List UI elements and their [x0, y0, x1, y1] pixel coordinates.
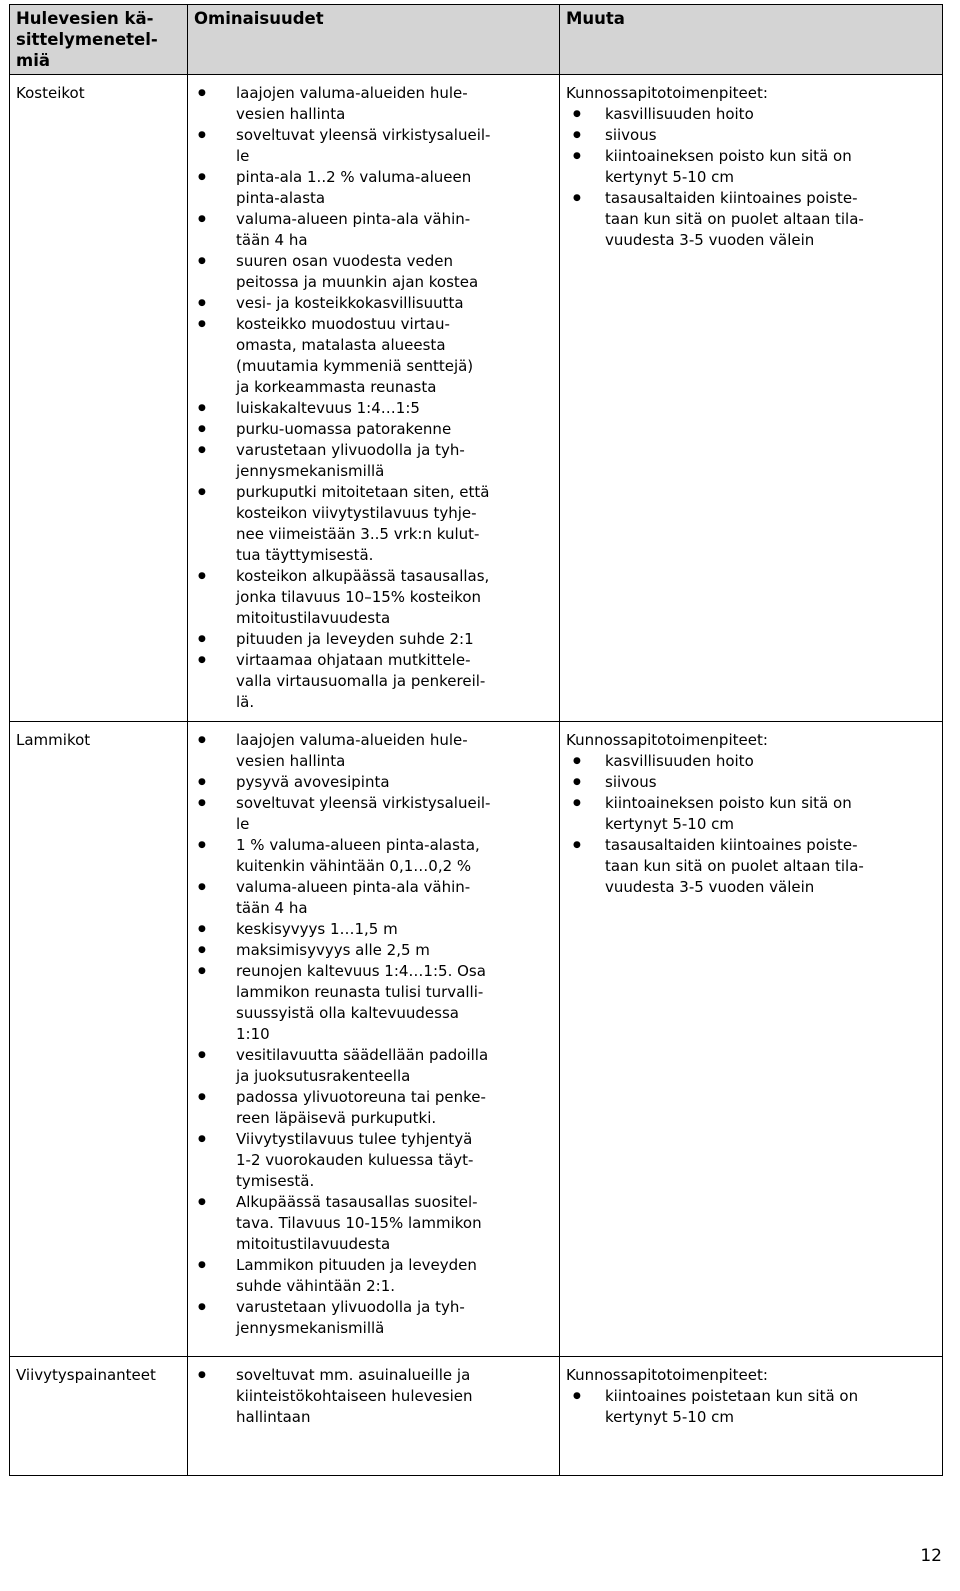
table-row [10, 1357, 943, 1476]
list-item: ● kasvillisuuden hoito [566, 751, 937, 772]
list-item: ● virtaamaa ohjataan mutkittele- valla virtausuomalla ja penkereil- lä. [194, 650, 554, 713]
method-name: Lammikot [10, 722, 188, 1357]
other-cell [560, 75, 943, 722]
list-item: ● soveltuvat yleensä virkistysalueil- le [194, 125, 554, 167]
maintenance-heading: Kunnossapitotoimenpiteet: [566, 1366, 768, 1384]
maintenance-list [566, 104, 937, 251]
header-properties: Ominaisuudet [188, 5, 560, 75]
list-item: ● Lammikon pituuden ja leveyden suhde vähintään 2:1. [194, 1255, 554, 1297]
list-item: ● kasvillisuuden hoito [566, 104, 937, 125]
other-cell [560, 722, 943, 1357]
maintenance-list [566, 1386, 937, 1428]
properties-cell [188, 1357, 560, 1476]
list-item: ● Alkupäässä tasausallas suositel- tava. Tilavuus 10-15% lammikon mitoitustilavuudesta [194, 1192, 554, 1255]
method-name: Kosteikot [10, 75, 188, 722]
list-item: ● purku-uomassa patorakenne [194, 419, 554, 440]
page-number: 12 [920, 1546, 942, 1566]
other-cell [560, 1357, 943, 1476]
list-item: ● valuma-alueen pinta-ala vähin- tään 4 ha [194, 209, 554, 251]
table-row [10, 722, 943, 1357]
list-item: ● varustetaan ylivuodolla ja tyh- jennysmekanismillä [194, 440, 554, 482]
table-row [10, 75, 943, 722]
list-item: ● purkuputki mitoitetaan siten, että kosteikon viivytystilavuus tyhje- nee viimeistään 3..5 vrk:n kulut- tua täyttymisestä. [194, 482, 554, 566]
list-item: ● kiintoaineksen poisto kun sitä on kertynyt 5-10 cm [566, 146, 937, 188]
maintenance-list [566, 751, 937, 898]
list-item: ● siivous [566, 125, 937, 146]
maintenance-heading: Kunnossapitotoimenpiteet: [566, 731, 768, 749]
list-item: ● vesitilavuutta säädellään padoilla ja juoksutusrakenteella [194, 1045, 554, 1087]
list-item: ● Viivytystilavuus tulee tyhjentyä 1-2 vuorokauden kuluessa täyt- tymisestä. [194, 1129, 554, 1192]
list-item: ● pinta-ala 1..2 % valuma-alueen pinta-alasta [194, 167, 554, 209]
properties-list [194, 730, 554, 1339]
properties-cell [188, 722, 560, 1357]
header-methods: Hulevesien kä- sittelymenetel- miä [10, 5, 188, 75]
list-item: ● kiintoaines poistetaan kun sitä on kertynyt 5-10 cm [566, 1386, 937, 1428]
list-item: ● maksimisyvyys alle 2,5 m [194, 940, 554, 961]
list-item: ● pysyvä avovesipinta [194, 772, 554, 793]
list-item: ● vesi- ja kosteikkokasvillisuutta [194, 293, 554, 314]
list-item: ● kosteikko muodostuu virtau- omasta, matalasta alueesta (muutamia kymmeniä senttejä) ja korkeammasta reunasta [194, 314, 554, 398]
stormwater-methods-table [9, 4, 943, 1476]
list-item: ● padossa ylivuotoreuna tai penke- reen läpäisevä purkuputki. [194, 1087, 554, 1129]
maintenance-heading: Kunnossapitotoimenpiteet: [566, 84, 768, 102]
list-item: ● 1 % valuma-alueen pinta-alasta, kuitenkin vähintään 0,1…0,2 % [194, 835, 554, 877]
properties-cell [188, 75, 560, 722]
list-item: ● kosteikon alkupäässä tasausallas, jonka tilavuus 10–15% kosteikon mitoitustilavuudesta [194, 566, 554, 629]
list-item: ● keskisyvyys 1…1,5 m [194, 919, 554, 940]
table-header-row [10, 5, 943, 75]
method-name: Viivytyspainanteet [10, 1357, 188, 1476]
list-item: ● soveltuvat yleensä virkistysalueil- le [194, 793, 554, 835]
list-item: ● siivous [566, 772, 937, 793]
properties-list [194, 1365, 554, 1428]
list-item: ● kiintoaineksen poisto kun sitä on kertynyt 5-10 cm [566, 793, 937, 835]
list-item: ● soveltuvat mm. asuinalueille ja kiinteistökohtaiseen hulevesien hallintaan [194, 1365, 554, 1428]
header-other: Muuta [560, 5, 943, 75]
list-item: ● varustetaan ylivuodolla ja tyh- jennysmekanismillä [194, 1297, 554, 1339]
properties-list [194, 83, 554, 713]
list-item: ● reunojen kaltevuus 1:4…1:5. Osa lammikon reunasta tulisi turvalli- suussyistä olla kaltevuudessa 1:10 [194, 961, 554, 1045]
list-item: ● pituuden ja leveyden suhde 2:1 [194, 629, 554, 650]
list-item: ● tasausaltaiden kiintoaines poiste- taan kun sitä on puolet altaan tila- vuudesta 3-5 vuoden välein [566, 835, 937, 898]
list-item: ● luiskakaltevuus 1:4…1:5 [194, 398, 554, 419]
list-item: ● valuma-alueen pinta-ala vähin- tään 4 ha [194, 877, 554, 919]
list-item: ● tasausaltaiden kiintoaines poiste- taan kun sitä on puolet altaan tila- vuudesta 3-5 vuoden välein [566, 188, 937, 251]
list-item: ● laajojen valuma-alueiden hule- vesien hallinta [194, 83, 554, 125]
list-item: ● laajojen valuma-alueiden hule- vesien hallinta [194, 730, 554, 772]
list-item: ● suuren osan vuodesta veden peitossa ja muunkin ajan kostea [194, 251, 554, 293]
